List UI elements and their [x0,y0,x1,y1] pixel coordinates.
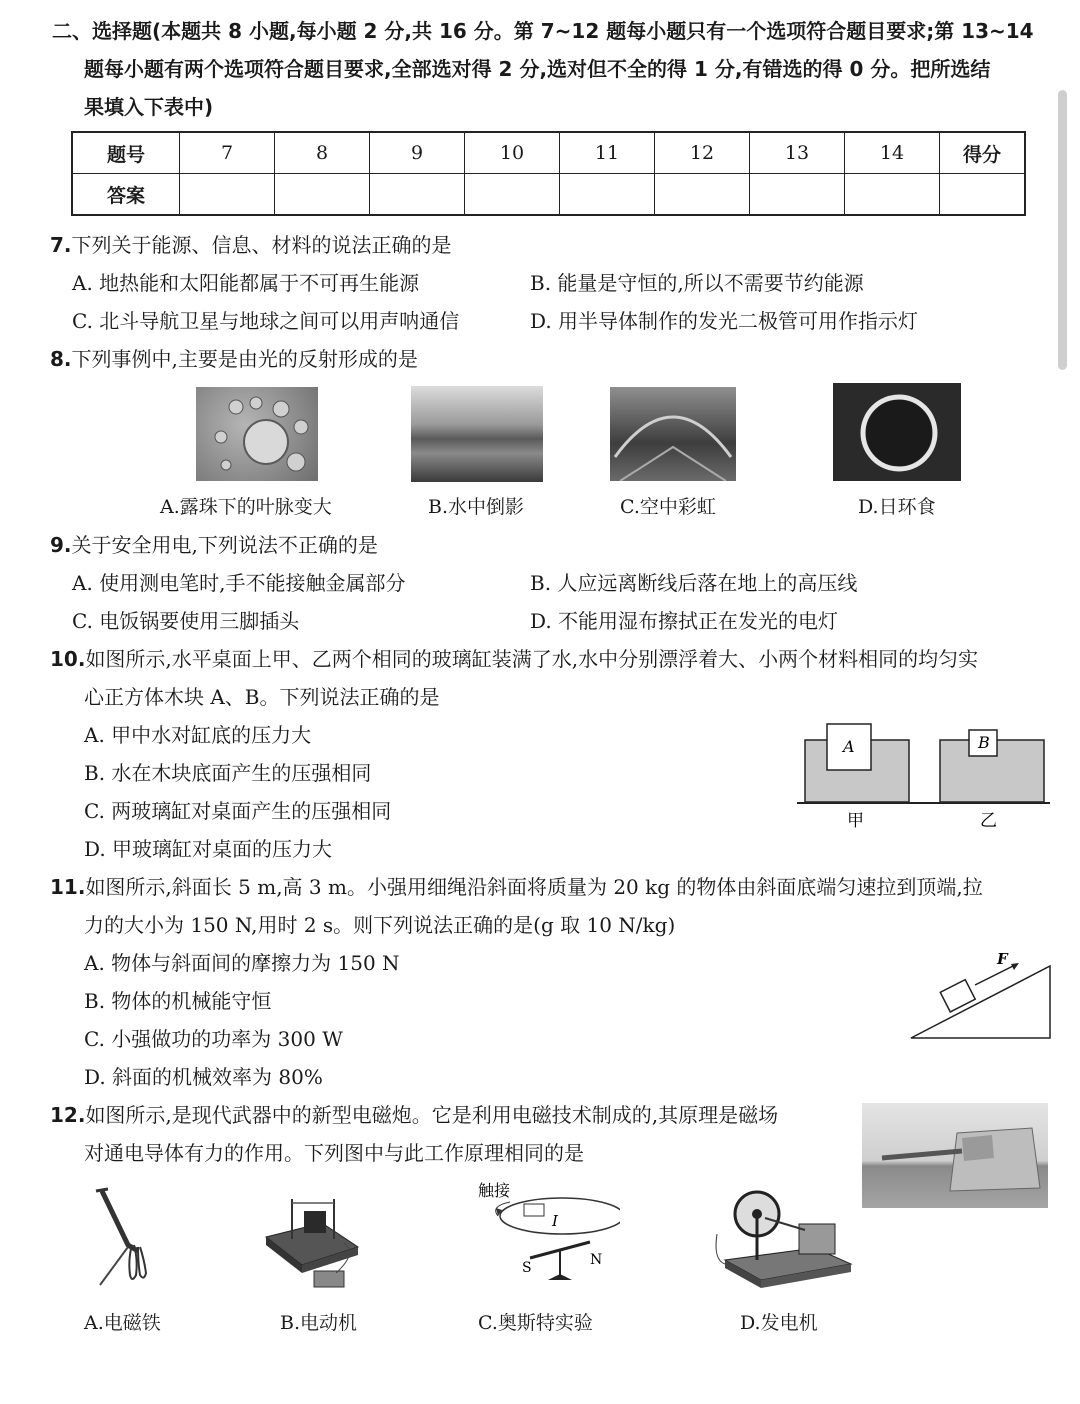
option-11c: C. 小强做功的功率为 300 W [84,1027,343,1051]
option-10d: D. 甲玻璃缸对桌面的压力大 [84,837,333,861]
option-11a: A. 物体与斜面间的摩擦力为 150 N [84,951,400,975]
table-cell: 10 [465,132,560,174]
pole-n-label: N [590,1252,603,1268]
rainbow-photo [610,387,736,481]
answer-cell[interactable] [275,174,370,216]
generator-figure [705,1188,855,1293]
question-number: 7. [50,233,72,257]
dewdrop-photo [196,387,318,481]
question-text: 如图所示,斜面长 5 m,高 3 m。小强用细绳沿斜面将质量为 20 kg 的物体由斜面底端匀速拉到顶端,拉 [85,875,983,899]
force-f-label: F [997,950,1008,968]
option-11d: D. 斜面的机械效率为 80% [84,1065,323,1089]
option-9a: A. 使用测电笔时,手不能接触金属部分 [72,571,406,595]
table-cell: 得分 [940,132,1026,174]
question-text: 关于安全用电,下列说法不正确的是 [71,533,378,557]
question-text: 下列关于能源、信息、材料的说法正确的是 [71,233,452,257]
option-10c: C. 两玻璃缸对桌面产生的压强相同 [84,799,392,823]
caption-12a: A.电磁铁 [84,1312,161,1334]
question-number: 9. [50,533,72,557]
railgun-photo [862,1103,1048,1208]
question-number: 12. [50,1103,86,1127]
question-number: 11. [50,875,86,899]
option-7b: B. 能量是守恒的,所以不需要节约能源 [530,271,864,295]
table-row [72,132,1025,174]
question-11-stem [50,874,983,900]
option-7c: C. 北斗导航卫星与地球之间可以用声呐通信 [72,309,460,333]
oersted-figure [470,1178,620,1283]
answer-cell[interactable] [180,174,275,216]
tanks-figure [795,718,1050,838]
block-b-label: B [978,733,990,752]
caption-8b: B.水中倒影 [428,496,525,518]
answer-cell[interactable] [655,174,750,216]
question-number: 8. [50,347,72,371]
block-a-label: A [843,737,855,756]
option-9d: D. 不能用湿布擦拭正在发光的电灯 [530,609,839,633]
tank-yi-label: 乙 [980,811,997,831]
question-text: 下列事例中,主要是由光的反射形成的是 [71,347,418,371]
option-9c: C. 电饭锅要使用三脚插头 [72,609,300,633]
question-7-stem [50,232,452,258]
question-11-stem-2: 力的大小为 150 N,用时 2 s。则下列说法正确的是(g 取 10 N/kg) [84,913,676,937]
eclipse-photo [833,383,961,481]
caption-12d: D.发电机 [740,1312,818,1334]
option-10a: A. 甲中水对缸底的压力大 [84,723,312,747]
scrollbar[interactable] [1058,90,1067,370]
answer-cell[interactable] [370,174,465,216]
answer-cell[interactable] [845,174,940,216]
reflection-photo [411,386,543,482]
caption-12c: C.奥斯特实验 [478,1312,593,1334]
table-cell: 14 [845,132,940,174]
question-12-stem [50,1102,778,1128]
table-cell: 12 [655,132,750,174]
question-number: 10. [50,647,86,671]
question-9-stem [50,532,378,558]
section-header-line3: 果填入下表中) [84,95,214,119]
table-cell: 9 [370,132,465,174]
answer-cell[interactable] [465,174,560,216]
question-text: 如图所示,是现代武器中的新型电磁炮。它是利用电磁技术制成的,其原理是磁场 [85,1103,779,1127]
touch-label: 触接 [478,1181,511,1200]
caption-12b: B.电动机 [280,1312,358,1334]
motor-figure [262,1185,362,1295]
option-7a: A. 地热能和太阳能都属于不可再生能源 [72,271,420,295]
option-10b: B. 水在木块底面产生的压强相同 [84,761,372,785]
answer-cell[interactable] [940,174,1026,216]
answer-cell[interactable] [750,174,845,216]
pole-s-label: S [522,1260,532,1276]
table-cell: 题号 [72,132,180,174]
table-cell: 11 [560,132,655,174]
section-header-line2: 题每小题有两个选项符合题目要求,全部选对得 2 分,选对但不全的得 1 分,有错选的得 0 分。把所选结 [84,57,991,81]
caption-8c: C.空中彩虹 [620,496,716,518]
option-11b: B. 物体的机械能守恒 [84,989,272,1013]
question-10-stem [50,646,978,672]
incline-figure [905,950,1055,1045]
caption-8a: A.露珠下的叶脉变大 [160,496,332,518]
question-8-stem [50,346,418,372]
table-cell: 答案 [72,174,180,216]
option-9b: B. 人应远离断线后落在地上的高压线 [530,571,858,595]
question-12-stem-2: 对通电导体有力的作用。下列图中与此工作原理相同的是 [84,1141,584,1165]
table-cell: 7 [180,132,275,174]
current-label: I [552,1212,558,1230]
answer-table [71,131,1026,216]
table-cell: 13 [750,132,845,174]
electromagnet-figure [88,1185,168,1295]
answer-cell[interactable] [560,174,655,216]
question-10-stem-2: 心正方体木块 A、B。下列说法正确的是 [84,685,440,709]
caption-8d: D.日环食 [858,496,936,518]
option-7d: D. 用半导体制作的发光二极管可用作指示灯 [530,309,919,333]
tank-jia-label: 甲 [847,811,864,831]
table-cell: 8 [275,132,370,174]
section-header-line1: 二、选择题(本题共 8 小题,每小题 2 分,共 16 分。第 7~12 题每小题只有一个选项符合题目要求;第 13~14 [52,19,1034,43]
table-row [72,174,1025,216]
question-text: 如图所示,水平桌面上甲、乙两个相同的玻璃缸装满了水,水中分别漂浮着大、小两个材料相同的均匀实 [85,647,979,671]
